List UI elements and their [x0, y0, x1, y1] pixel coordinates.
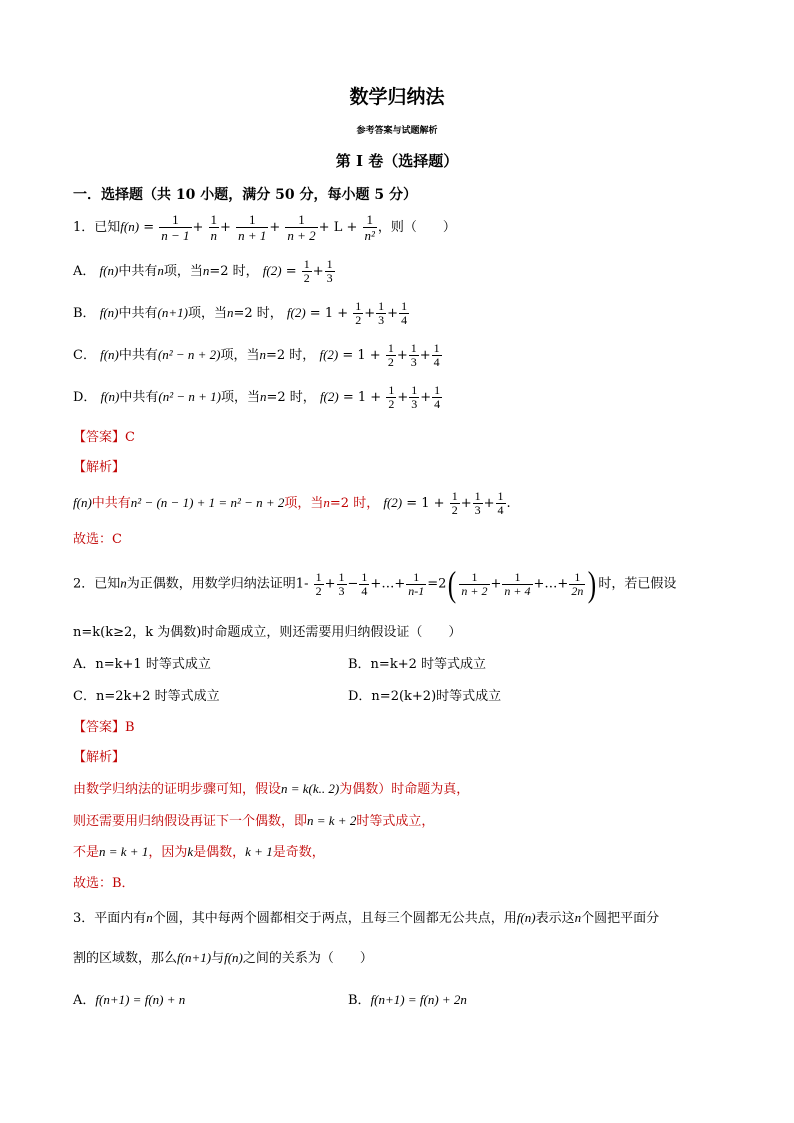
q2-prefix: 2．已知	[73, 576, 121, 592]
q1-stem: 1．已知f(n) = $\frac{1}{n - 1}$ + $\frac{1}{n}$ + $\frac{1}{n + 1}$ + $\frac{1}{n + 2}$ + L + $\frac{1}{\text{n²}}$ ，则（ ）	[73, 212, 456, 243]
q2-analysis-label: 【解析】	[73, 750, 126, 765]
analysis-expr: k	[187, 844, 194, 859]
q1-choose: 故选：C	[73, 532, 122, 547]
q3-text: 与	[211, 951, 225, 966]
option-f2: f(2)	[319, 347, 339, 362]
frac: $\frac{1}{n + 2}$	[287, 212, 316, 243]
option-text: =2 时，	[266, 348, 316, 363]
analysis-text: ，因为	[148, 845, 188, 860]
option-n: n	[157, 263, 164, 278]
frac: $\frac{1}{n + 2}$	[461, 569, 488, 598]
q2-analysis-1	[73, 778, 469, 797]
frac: $\frac{1}{4}$	[497, 489, 504, 517]
analysis-text: 则还需要用归纳假设再证下一个偶数，即	[73, 814, 308, 829]
frac: $\frac{1}{3}$	[378, 299, 385, 327]
q3-fn: f(n)	[516, 910, 536, 925]
frac: $\frac{1}{2}$	[355, 299, 362, 327]
q3-text: 表示这	[535, 911, 575, 926]
frac: $\frac{1}{n-1}$	[408, 569, 425, 598]
option-label: C．	[73, 348, 96, 363]
section-heading: 一．选择题（共 10 小题，满分 50 分，每小题 5 分）	[73, 187, 417, 203]
q2-lhs: 1-	[295, 576, 309, 592]
frac: $\frac{1}{3}$	[410, 341, 417, 369]
option-text: 项，当	[163, 264, 203, 279]
q3-stem-line2	[73, 947, 373, 966]
q3-text: 个圆把平面分	[581, 911, 660, 926]
q2-option-b: B．n=k+2 时等式成立	[348, 657, 486, 672]
option-text: 中共有	[119, 390, 159, 405]
frac: $\frac{1}{2}$	[388, 383, 395, 411]
option-f2: f(2)	[286, 305, 306, 320]
option-label: A．	[73, 264, 96, 279]
frac: $\frac{1}{3}$	[474, 489, 481, 517]
analysis-f2: f(2)	[383, 495, 403, 510]
analysis-text: =2 时，	[329, 496, 380, 511]
q3-fn: f(n)	[224, 950, 243, 965]
option-label: A．	[73, 993, 96, 1008]
option-label: B．	[73, 306, 96, 321]
q2-analysis-3	[73, 841, 325, 860]
analysis-text: 不是	[73, 845, 100, 860]
option-f2: f(2)	[319, 389, 339, 404]
q2-dots: +…+	[370, 576, 406, 592]
q1-option-a: A． f(n)中共有n项，当n=2 时， f(2) = $\frac{1}{2}$ + $\frac{1}{3}$	[73, 257, 333, 285]
q1-analysis: f(n)中共有n² − (n − 1) + 1 = n² − n + 2项，当n=2 时， f(2) = 1 + $\frac{1}{2}$ + $\frac{1}{3}$ + $\frac{1}{4}$ .	[73, 489, 511, 517]
q2-choose: 故选：B．	[73, 876, 135, 891]
option-text: =2 时，	[266, 390, 316, 405]
frac: $\frac{1}{4}$	[361, 569, 368, 598]
q2-eq: =2	[427, 576, 447, 592]
frac: $\frac{1}{2n}$	[571, 569, 584, 598]
option-expr: f(n+1) = f(n) + n	[95, 992, 186, 1007]
option-text: =2 时，	[233, 306, 283, 321]
option-f2: f(2)	[262, 263, 282, 278]
option-text: 中共有	[118, 264, 158, 279]
option-fn: f(n)	[100, 347, 119, 362]
document-title: 数学归纳法	[349, 86, 445, 108]
q3-text: 之间的关系为（ ）	[242, 951, 373, 966]
q1-L: + L +	[318, 220, 358, 235]
frac: $\frac{1}{2}$	[387, 341, 394, 369]
option-expr: f(n+1) = f(n) + 2n	[370, 992, 467, 1007]
option-n: n	[226, 305, 234, 320]
q2-stem: 2．已知n为正偶数，用数学归纳法证明1- $\frac{1}{2}$ + $\frac{1}{3}$ − $\frac{1}{4}$ +…+ $\frac{1}{n-1}$ =2( $\frac{1}{n + 2}$ + $\frac{1}{n + 4}$ +…+ $\frac{1}{2n}$ ) 时，若已假设	[73, 564, 677, 604]
option-label: B．	[348, 993, 371, 1008]
analysis-n: n	[323, 495, 330, 510]
q1-fn: f(n)	[120, 219, 140, 234]
q3-n: n	[574, 910, 582, 925]
frac: $\frac{1}{3}$	[326, 257, 333, 285]
analysis-text: 是奇数，	[272, 845, 325, 860]
analysis-expr: k + 1	[245, 844, 273, 859]
q2-option-d: D．n=2(k+2)时等式成立	[348, 689, 502, 704]
q3-option-a	[73, 989, 185, 1008]
frac: $\frac{1}{n}$	[210, 212, 218, 243]
option-text: 中共有	[118, 306, 158, 321]
q1-answer: 【答案】C	[73, 430, 135, 445]
option-fn: f(n)	[99, 263, 119, 278]
analysis-expr: n² − (n − 1) + 1 = n² − n + 2	[130, 495, 285, 510]
frac: $\frac{1}{4}$	[434, 383, 441, 411]
frac: $\frac{1}{2}$	[303, 257, 310, 285]
volume-heading: 第 I 卷（选择题）	[335, 152, 459, 170]
option-n: n	[259, 347, 267, 362]
q1-option-d: D． f(n)中共有(n² − n + 1)项，当n=2 时， f(2) = 1 + $\frac{1}{2}$ + $\frac{1}{3}$ + $\frac{1}{4}$	[73, 383, 441, 411]
option-n: n	[202, 263, 210, 278]
frac: $\frac{1}{3}$	[411, 383, 418, 411]
analysis-text: 时等式成立，	[356, 814, 435, 829]
q3-option-b	[348, 989, 467, 1008]
q3-stem	[73, 907, 659, 926]
option-n: n	[260, 389, 267, 404]
option-text: 项，当	[220, 390, 260, 405]
q2-option-a: A．n=k+1 时等式成立	[73, 657, 211, 672]
frac: $\frac{1}{4}$	[433, 341, 440, 369]
q3-fn1: f(n+1)	[177, 950, 212, 965]
q1-suffix: ，则（ ）	[377, 220, 456, 235]
option-text: 中共有	[118, 348, 158, 363]
option-count: (n+1)	[157, 305, 188, 320]
analysis-text: 中共有	[91, 496, 131, 511]
frac: $\frac{1}{\text{n²}}$	[364, 212, 375, 243]
option-fn: f(n)	[100, 389, 120, 404]
q3-n: n	[146, 910, 153, 925]
analysis-expr: n = k + 2	[307, 813, 357, 828]
q2-text: 时，若已假设	[598, 576, 677, 592]
analysis-text: 为偶数）时命题为真，	[339, 782, 470, 797]
analysis-text: 是偶数，	[193, 845, 246, 860]
analysis-fn: f(n)	[73, 495, 92, 510]
frac: $\frac{1}{2}$	[315, 569, 322, 598]
analysis-expr: n = k(k.. 2)	[281, 781, 340, 796]
option-fn: f(n)	[99, 305, 119, 320]
q3-text: 割的区域数，那么	[73, 951, 178, 966]
frac: $\frac{1}{n - 1}$	[161, 212, 190, 243]
q2-option-c: C．n=2k+2 时等式成立	[73, 689, 220, 704]
analysis-text: 由数学归纳法的证明步骤可知，假设	[73, 782, 282, 797]
option-text: =2 时，	[209, 264, 259, 279]
q2-dots: +…+	[533, 576, 569, 592]
frac: $\frac{1}{2}$	[451, 489, 458, 517]
document-subtitle: 参考答案与试题解析	[356, 126, 438, 136]
q2-stem-line2: n=k(k≥2，k 为偶数)时命题成立，则还需要用归纳假设证（ ）	[73, 625, 462, 640]
frac: $\frac{1}{n + 1}$	[238, 212, 267, 243]
option-label: D．	[73, 390, 97, 405]
frac: $\frac{1}{n + 4}$	[504, 569, 531, 598]
option-text: 项，当	[220, 348, 260, 363]
analysis-expr: n = k + 1	[99, 844, 149, 859]
q1-prefix: 1．已知	[73, 220, 121, 235]
q2-analysis-2	[73, 810, 434, 829]
option-count: (n² − n + 1)	[158, 389, 221, 404]
q3-text: 3．平面内有	[73, 911, 147, 926]
q2-text: 为正偶数，用数学归纳法证明	[126, 576, 296, 592]
q2-n: n	[120, 575, 127, 591]
option-count: (n² − n + 2)	[157, 347, 221, 362]
frac: $\frac{1}{4}$	[401, 299, 408, 327]
q1-option-c: C． f(n)中共有(n² − n + 2)项，当n=2 时， f(2) = 1 + $\frac{1}{2}$ + $\frac{1}{3}$ + $\frac{1}{4}$	[73, 341, 440, 369]
frac: $\frac{1}{3}$	[338, 569, 345, 598]
analysis-text: 项，当	[284, 496, 324, 511]
q1-analysis-label: 【解析】	[73, 460, 126, 475]
q3-text: 个圆，其中每两个圆都相交于两点，且每三个圆都无公共点，用	[152, 911, 517, 926]
option-text: 项，当	[187, 306, 227, 321]
q1-option-b: B． f(n)中共有(n+1)项，当n=2 时， f(2) = 1 + $\frac{1}{2}$ + $\frac{1}{3}$ + $\frac{1}{4}$	[73, 299, 408, 327]
q2-answer: 【答案】B	[73, 720, 135, 735]
